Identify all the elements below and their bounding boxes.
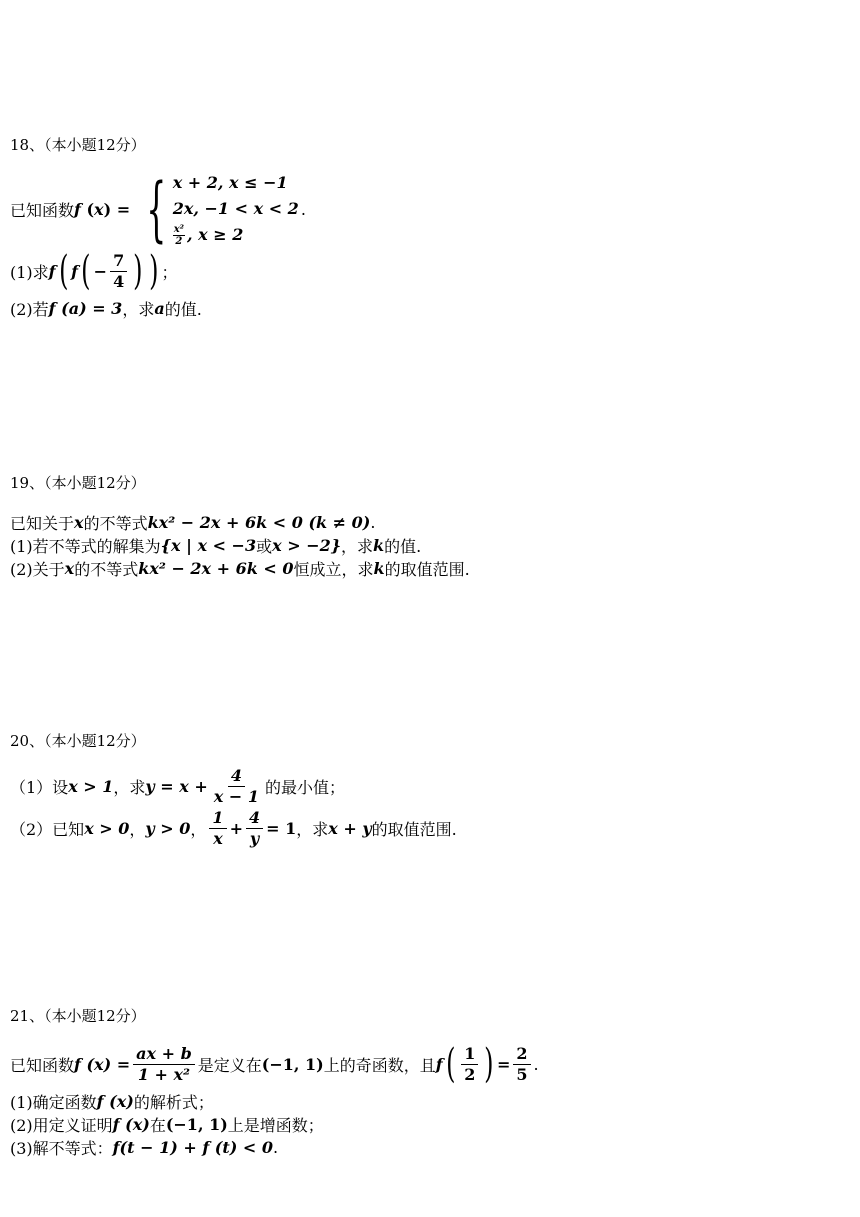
q1-f-inner: f: [71, 261, 79, 281]
q2-suffix: 的取值范围.: [384, 560, 470, 579]
q2-frac1-num: 1: [209, 809, 226, 829]
q2-sep-2: ，: [190, 820, 207, 839]
q2-mid2: 恒成立，求: [293, 560, 374, 579]
q2-expr: kx² − 2x + 6k < 0: [138, 559, 294, 578]
q1-frac-num: 7: [110, 252, 127, 272]
stem-frac-den: 1 + x²: [137, 1064, 191, 1084]
q1-prefix: (1)确定函数: [10, 1093, 97, 1112]
q1-mid: ，求: [341, 537, 374, 556]
q1-neg: −: [93, 261, 108, 281]
question-1: [10, 1090, 214, 1113]
q2-plus: +: [229, 819, 243, 838]
problem-title: 21、（本小题12分）: [10, 1007, 146, 1025]
stem-suffix: .: [370, 513, 376, 532]
stem-arg-num: 1: [461, 1045, 478, 1065]
q2-frac2-num: 4: [246, 809, 263, 829]
q1-cond: x > 1: [68, 777, 114, 796]
question-2: [10, 557, 470, 580]
q1-prefix: (1)若不等式的解集为: [10, 537, 161, 556]
case-3-frac-den: 2: [175, 236, 183, 247]
q3-expr: f(t − 1) + f (t) < 0: [112, 1138, 273, 1157]
q2-expr: x + y: [328, 819, 372, 838]
question-2: [10, 297, 202, 320]
case-3-text: , x ≥ 2: [187, 225, 244, 244]
q1-set: {x | x < −3: [160, 536, 257, 555]
q1-fraction: [110, 252, 127, 291]
stem-prefix: 已知函数: [10, 1055, 75, 1075]
q2-var: a: [154, 299, 165, 318]
q1-var: k: [373, 536, 385, 555]
case-2: 2x, −1 < x < 2: [172, 199, 299, 218]
problem-stem: [10, 168, 306, 250]
stem-frac-num: ax + b: [133, 1045, 195, 1065]
stem-suffix: .: [300, 199, 306, 219]
case-3: [173, 223, 299, 247]
q2-suffix: 的值.: [164, 300, 202, 319]
question-2: [10, 1113, 324, 1136]
question-1: [10, 248, 178, 294]
problem-stem: [10, 1041, 539, 1087]
case-3-fraction: [173, 224, 185, 247]
stem-prefix: 已知关于: [10, 514, 75, 533]
q2-var: x: [64, 559, 75, 578]
func-open-paren: (: [80, 199, 95, 219]
q1-prefix: (1)求: [10, 262, 49, 282]
question-1: [10, 534, 421, 557]
problem-21: [10, 1006, 850, 1158]
q2-prefix: （2）已知: [10, 820, 85, 839]
q1-expr: y = x +: [145, 777, 208, 796]
stem-val-fraction: [513, 1045, 530, 1084]
stem-prefix: 已知函数: [10, 200, 75, 220]
paren-right: ): [484, 1041, 494, 1087]
stem-mid2: 上的奇函数，且: [323, 1055, 436, 1075]
func-var: x: [94, 199, 104, 219]
q1-suffix: 的最小值；: [265, 778, 346, 797]
stem-arg-den: 2: [464, 1064, 476, 1084]
paren-right-inner: ): [133, 248, 143, 294]
q2-suffix: 的取值范围.: [371, 820, 457, 839]
problem-20: [10, 731, 850, 848]
q1-suffix: 的解析式；: [133, 1093, 214, 1112]
stem-val-num: 2: [513, 1045, 530, 1065]
q2-cond1: x > 0: [84, 819, 130, 838]
stem-mid: 是定义在: [197, 1055, 262, 1075]
q2-prefix: (2)关于: [10, 560, 65, 579]
problem-stem: [10, 511, 375, 534]
q2-suffix: 上是增函数；: [227, 1116, 324, 1135]
stem-fraction: [133, 1045, 195, 1084]
q2-var2: k: [373, 559, 385, 578]
q1-frac-den: x − 1: [213, 787, 259, 806]
q1-suffix: 的值.: [384, 537, 422, 556]
cases-list: [173, 171, 299, 247]
question-1: [10, 767, 345, 806]
q2-mid: ，求: [122, 300, 155, 319]
problem-title: 19、（本小题12分）: [10, 474, 146, 492]
stem-expr: kx² − 2x + 6k < 0 (k ≠ 0): [147, 513, 371, 532]
q2-fraction-2: [246, 809, 263, 848]
stem-var: x: [74, 513, 84, 532]
q2-fraction-1: [209, 809, 226, 848]
q1-frac-num: 4: [228, 767, 245, 787]
paren-right-outer: ): [148, 248, 159, 294]
stem-eq: =: [497, 1054, 511, 1074]
q1-suffix: ；: [161, 262, 178, 282]
q1-frac-den: 4: [113, 271, 125, 291]
problem-title: 20、（本小题12分）: [10, 732, 146, 750]
q2-expr: f (a) = 3: [48, 299, 123, 318]
question-2: [10, 809, 457, 848]
q2-frac1-den: x: [213, 829, 223, 848]
q2-prefix: (2)若: [10, 300, 49, 319]
q2-mid: ，求: [296, 820, 329, 839]
q2-expr: f (x): [112, 1115, 150, 1134]
stem-arg-fraction: [461, 1045, 478, 1084]
brace-symbol: {: [146, 168, 167, 250]
paren-left: (: [445, 1041, 456, 1087]
stem-suffix: .: [533, 1054, 539, 1074]
func-name: f: [74, 199, 81, 219]
q2-eq: = 1: [266, 819, 297, 838]
piecewise-cases: [134, 168, 299, 250]
q3-prefix: (3)解不等式：: [10, 1139, 113, 1158]
problem-18: [10, 135, 850, 319]
stem-f: f: [435, 1054, 443, 1074]
q3-suffix: .: [272, 1138, 279, 1157]
q2-mid: 的不等式: [74, 560, 139, 579]
q2-prefix: (2)用定义证明: [10, 1116, 113, 1135]
stem-lhs: f (x) =: [74, 1054, 131, 1074]
q2-sep-1: ，: [129, 820, 146, 839]
problem-19: [10, 473, 850, 579]
paren-left-inner: (: [81, 248, 91, 294]
q1-or: 或: [256, 537, 273, 556]
q2-interval: (−1, 1): [165, 1115, 228, 1134]
q1-expr: f (x): [96, 1092, 134, 1111]
q1-fraction: [211, 767, 262, 806]
case-3-frac-num: x²: [173, 224, 185, 235]
q1-f-outer: f: [48, 261, 56, 281]
paren-left-outer: (: [58, 248, 69, 294]
q1-set2: x > −2}: [272, 536, 342, 555]
problem-title: 18、（本小题12分）: [10, 136, 146, 154]
q2-frac2-den: y: [249, 829, 260, 848]
q2-mid: 在: [149, 1116, 166, 1135]
stem-interval: (−1, 1): [261, 1054, 324, 1074]
q1-prefix: （1）设: [10, 778, 69, 797]
stem-val-den: 5: [516, 1064, 528, 1084]
q2-cond2: y > 0: [145, 819, 191, 838]
func-close-eq: ) =: [103, 199, 131, 219]
stem-mid: 的不等式: [83, 514, 148, 533]
q1-mid: ，求: [113, 778, 146, 797]
case-1: x + 2, x ≤ −1: [172, 173, 288, 192]
question-3: [10, 1136, 278, 1159]
